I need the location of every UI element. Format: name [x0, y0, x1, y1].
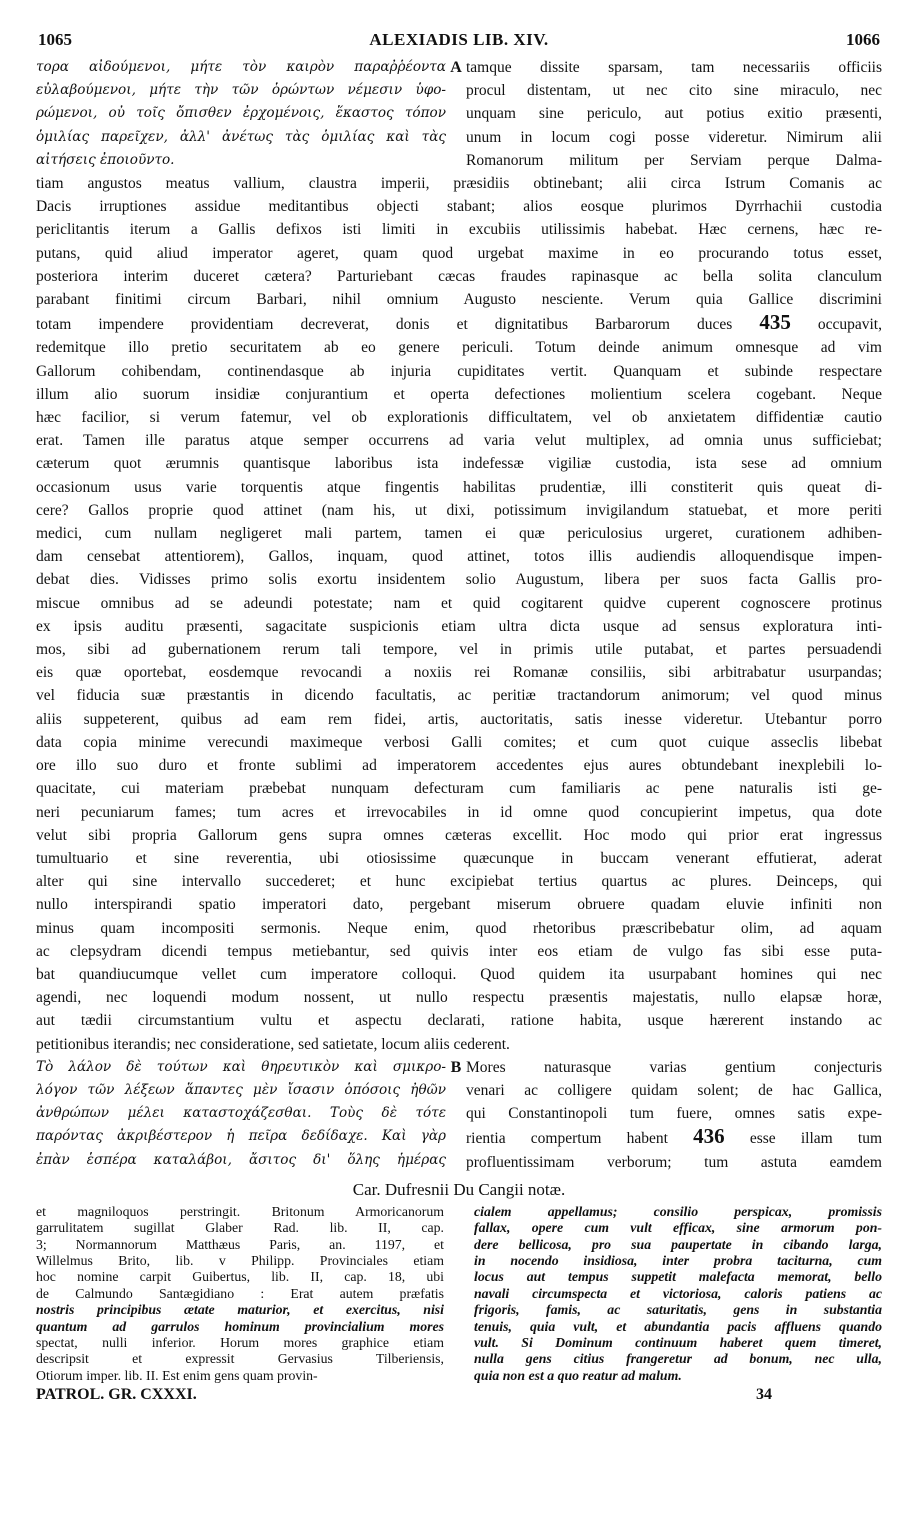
body-line: vel fiducia suæ præstantis in dicendo facultatis, ac peritiæ tractandorum animorum; vel quod minus: [36, 687, 882, 705]
body-line: eis quæ oportebat, eosdemque revocandi a noxiis rei Romanæ consiliis, sibi arbitrabatur usurpandas;: [36, 664, 882, 682]
latin-line: profluentissimam verborum; tum astuta eamdem: [466, 1153, 882, 1171]
body-line: Dacis irruptiones assidue meditantibus objecti stabant; alios eosque plurimos Dyrrhachii custodia: [36, 198, 882, 216]
greek-line: παρόντας ἀκριβέστερον ἡ πεῖρα δεδίδαχε. Καὶ γὰρ: [36, 1128, 446, 1145]
body-line: hæc facilior, si verum fatemur, vel ob explorationis difficultatem, vel ob anxietatem diffidentiæ cautio: [36, 409, 882, 427]
running-title: ALEXIADIS LIB. XIV.: [369, 30, 549, 49]
latin-line: procul distentam, ut nec cito sine miraculo, nec: [466, 82, 882, 100]
body-line: tumultuario et sine reverentia, ubi otiosissime quæcunque in buccam venerant effutierat, aderat: [36, 849, 882, 867]
body-line: illum alio suorum insidiæ conjurantium et operta defectiones molientium scelera cogebant. Neque: [36, 385, 882, 403]
body-line: petitionibus iterandis; nec consideratione, sed satietate, locum aliis cederent.: [36, 1035, 510, 1053]
note-line: nulla gens citius frangeretur ad bonum, nec ulla,: [474, 1351, 882, 1367]
body-line: cæterum quot ærumnis quantisque laboribus ista indefessæ vigiliæ custodia, ista sese ad omnium: [36, 455, 882, 473]
section-marker-a: A: [450, 59, 462, 76]
page-footer: [36, 1386, 882, 1404]
body-line: ac clepsydram dicendi tempus metiebantur, sed quivis inter eos etiam de vulgo fas sibi esse puta-: [36, 942, 882, 960]
body-line: ore illo suo duro et fronte sublimi ad imperatorem accedentes ejus aures obtundebant inexplebili lo-: [36, 757, 882, 775]
greek-line: λόγον τῶν λέξεων ἅπαντες μὲν ἴσασιν ὁπόσοις ἠθῶν: [36, 1081, 446, 1098]
greek-line: αἰτήσεις ἐποιοῦντο.: [36, 151, 175, 168]
body-line: aut tædii circumstantium vultu et aspectu declarati, ratione habita, usque hærerent instando ac: [36, 1012, 882, 1030]
body-line: Gallorum cohibendam, continendasque ab injuria cupiditates vertit. Quanquam et subinde respectare: [36, 362, 882, 380]
note-line: navali circumspecta et victoriosa, caloris patiens ac: [474, 1285, 882, 1301]
note-line: fallax, opere cum vult efficax, sine armorum pon-: [474, 1220, 882, 1236]
note-line: in nocendo insidiosa, inter probra taciturna, cum: [474, 1252, 882, 1268]
latin-line: venari ac colligere quidam solent; de hac Gallica,: [466, 1081, 882, 1099]
note-line: vult. Si Dominum continuum haberet quem timeret,: [474, 1335, 882, 1350]
body-line: erat. Tamen ille paratus atque semper occurrens ad varia velut multiplex, ad omnia unus sufficiebat;: [36, 432, 882, 450]
body-line: posteriora interim duceret cætera? Parturiebant cæcas fraudes rapinasque ac bella solita clanculum: [36, 267, 882, 285]
note-line: dere bellicosa, pro sua paupertate in cibando larga,: [474, 1236, 882, 1252]
body-line: neri pecuniarum fames; tum acres et irrevocabiles in id omne quod concupierint impetus, qua dote: [36, 803, 882, 821]
body-line: mos, sibi ad gubernationem rerum tali tempore, vel in primis utile putabat, et partes persuadendi: [36, 641, 882, 659]
greek-line: ὁμιλίας παρεῖχεν, ἀλλ' ἀνέτως τὰς ὁμιλίας καὶ τὰς: [36, 128, 446, 145]
note-line: spectat, nulli inferior. Horum mores graphice etiam: [36, 1335, 444, 1350]
page-number-right: 1066: [846, 30, 880, 49]
latin-line: unquam sine periculo, aut potius exitio præsenti,: [466, 105, 882, 123]
body-line: quacitate, cui materiam præbebat nunquam defecturam cum familiaris ac pene naturalis isti ge-: [36, 780, 882, 798]
latin-column-bottom: [466, 1056, 882, 1174]
notes-column-right: [474, 1204, 882, 1384]
latin-line-text: rientia compertum habent: [466, 1130, 668, 1148]
greek-column-bottom: [36, 1056, 446, 1174]
body-line: medici, cum nullam negligeret mali partem, tamen ei quæ periculosius urgeret, curationem adhiben-: [36, 525, 882, 543]
body-line: velut sibi propria Gallorum gens supra omnes cæteras excellit. Hoc modo qui prior erat ingressus: [36, 826, 882, 844]
top-parallel-columns: [36, 56, 882, 172]
body-line-with-margin-number: [36, 311, 882, 336]
note-line: garrulitatem sugillat Glaber Rad. lib. II, cap.: [36, 1220, 444, 1236]
body-line: nullo interspirandi spatio imperatori dato, pergebant miserum obruere quadam eluvie infiniti non: [36, 896, 882, 914]
latin-line-with-margin-number: [466, 1125, 882, 1150]
main-latin-text: [36, 172, 882, 1056]
note-line: Otiorum imper. lib. II. Est enim gens quam provin-: [36, 1367, 318, 1383]
note-line: frigoris, famis, ac saturitatis, gens in substantia: [474, 1302, 882, 1318]
note-line: Willelmus Brito, lib. v Philipp. Provinciales etiam: [36, 1252, 444, 1268]
body-line: debat dies. Vidisses primo solis exortu insidentem solio Augustum, libera per suos facta Gallis pro-: [36, 571, 882, 589]
greek-line: ἐπὰν ἑσπέρα καταλάβοι, ἄσιτος δι' ὅλης ἡμέρας: [36, 1151, 446, 1168]
note-line: cialem appellamus; consilio perspicax, promissis: [474, 1203, 882, 1219]
page-number-left: 1065: [38, 30, 72, 49]
body-line: minus quam incompositi sermonis. Neque enim, quod rhetoribus præscribebatur olim, ad aquam: [36, 919, 882, 937]
latin-line: tamque dissite sparsam, tam necessariis officiis: [466, 59, 882, 76]
notes-section: [36, 1204, 882, 1384]
body-line: alter qui sine intervallo succederet; et hunc excipiebat tertius quartus ac plures. Deinceps, qui: [36, 873, 882, 891]
latin-line: unum in locum cogi posse videretur. Nimirum alii: [466, 128, 882, 146]
body-line: aliis suppeterent, quibus ad eam rem fidei, artis, auctoritatis, satis inesse videretur. Utebantur porro: [36, 710, 882, 728]
body-line: putans, quid aliud imperator ageret, quam quod urgebat maxime in eo procurando totus esset,: [36, 244, 882, 262]
latin-line-text: esse illam tum: [749, 1130, 882, 1148]
section-marker-b: B: [450, 1058, 462, 1076]
body-line: bat quandiucumque vellet cum imperatore colloqui. Quod quidem ita usurpabant homines qui nec: [36, 965, 882, 983]
margin-number-435: 435: [759, 311, 791, 335]
body-line-text: occupavit,: [817, 316, 882, 334]
notes-column-left: [36, 1204, 444, 1384]
greek-line: ρώμενοι, οὐ τοῖς ὄπισθεν ἐρχομένοις, ἕκαστος τόπον: [36, 105, 446, 122]
margin-number-436: 436: [693, 1125, 725, 1149]
latin-line: Romanorum militum per Serviam perque Dalma-: [466, 151, 882, 169]
body-line: miscue omnibus ad se adeundi potestate; nam et quid cogitarent quidve cuperent cognoscere protinus: [36, 594, 882, 612]
body-line: ex ipsis auditu præsenti, sagacitate suspicionis etiam ultra dicta usque ad sensus exploratura inti-: [36, 617, 882, 635]
note-line: quantum ad garrulos hominum provincialium mores: [36, 1318, 444, 1334]
latin-column-top: [466, 56, 882, 172]
latin-line: qui Constantinopoli tum fuere, omnes satis expe-: [466, 1105, 882, 1123]
body-line: dam censebat attentiorem), Gallos, inquam, quod attinet, totos illis audiendis alloquendisque impen-: [36, 548, 882, 566]
greek-line: Τὸ λάλον δὲ τούτων καὶ θηρευτικὸν καὶ σμικρο-: [36, 1058, 446, 1075]
signature-mark: PATROL. GR. CXXXI.: [36, 1386, 197, 1404]
running-header: [36, 30, 882, 56]
greek-line: εὐλαβούμενοι, μήτε τὴν τῶν ὁρώντων νέμεσιν ὑφο-: [36, 82, 446, 99]
latin-line: Mores naturasque varias gentium conjecturis: [466, 1058, 882, 1076]
note-line: hoc nomine carpit Guibertus, lib. II, cap. 18, ubi: [36, 1269, 444, 1285]
note-line: 3; Normannorum Matthæus Paris, an. 1197, et: [36, 1236, 444, 1252]
note-line: nostris principibus ætate maturior, et exercitus, nisi: [36, 1302, 444, 1318]
greek-line: ἀνθρώπων μέλει καταστοχάζεσθαι. Τοὺς δὲ τότε: [36, 1105, 446, 1122]
signature-number: 34: [756, 1386, 772, 1404]
body-line: parabant finitimi circum Barbari, nihil omnium Augusto nesciente. Verum quia Gallice discrimini: [36, 291, 882, 309]
body-line: occasionum usus varie torquentis atque fingentis habilitas prudentiæ, illi constiterit quis queat di-: [36, 478, 882, 496]
body-line: redemitque illo pretio securitatem ab eo genere periculi. Totum deinde animum omnesque ad vim: [36, 339, 882, 357]
notes-heading: Car. Dufresnii Du Cangii notæ.: [352, 1179, 566, 1199]
note-line: descripsit et expressit Gervasius Tilberiensis,: [36, 1351, 444, 1367]
body-line: agendi, nec loquendi modum nossent, ut nullo respectu præsentis majestatis, nullo elapsæ horæ,: [36, 989, 882, 1007]
note-line: locus aut tempus suppetit malefacta memorat, bello: [474, 1269, 882, 1285]
body-line-text: totam impendere providentiam decreverat, donis et dignitatibus Barbarorum duces: [36, 316, 733, 334]
note-line: de Calmundo Santægidiano : Erat autem præfatis: [36, 1285, 444, 1301]
greek-line: τορα αἰδούμενοι, μήτε τὸν καιρὸν παραῤῥέοντα: [36, 59, 446, 75]
body-line: periclitantis iterum a Gallis defixos isti limiti in excubiis utilissimis habebat. Hæc cernens, hæc re-: [36, 221, 882, 239]
note-line: et magniloquos perstringit. Britonum Armoricanorum: [36, 1203, 444, 1219]
body-line: tiam angustos meatus vallium, claustra imperii, præsidiis obtinebant; alii circa Istrum Comanis ac: [36, 175, 882, 193]
bottom-parallel-columns: [36, 1056, 882, 1174]
body-line: data copia minime verecundi maximeque verbosi Galli comites; et cum quot cuique asseclis libebat: [36, 733, 882, 751]
body-line: cere? Gallos proprie quod attinet (nam his, ut dixi, potissimum invigilandum statuebat, et more periti: [36, 501, 882, 519]
greek-column-top: [36, 56, 446, 172]
page: [36, 30, 882, 1404]
note-line: quia non est a quo reatur ad malum.: [474, 1367, 682, 1383]
note-line: tenuis, quia vult, et abundantia pacis affluens quando: [474, 1318, 882, 1334]
